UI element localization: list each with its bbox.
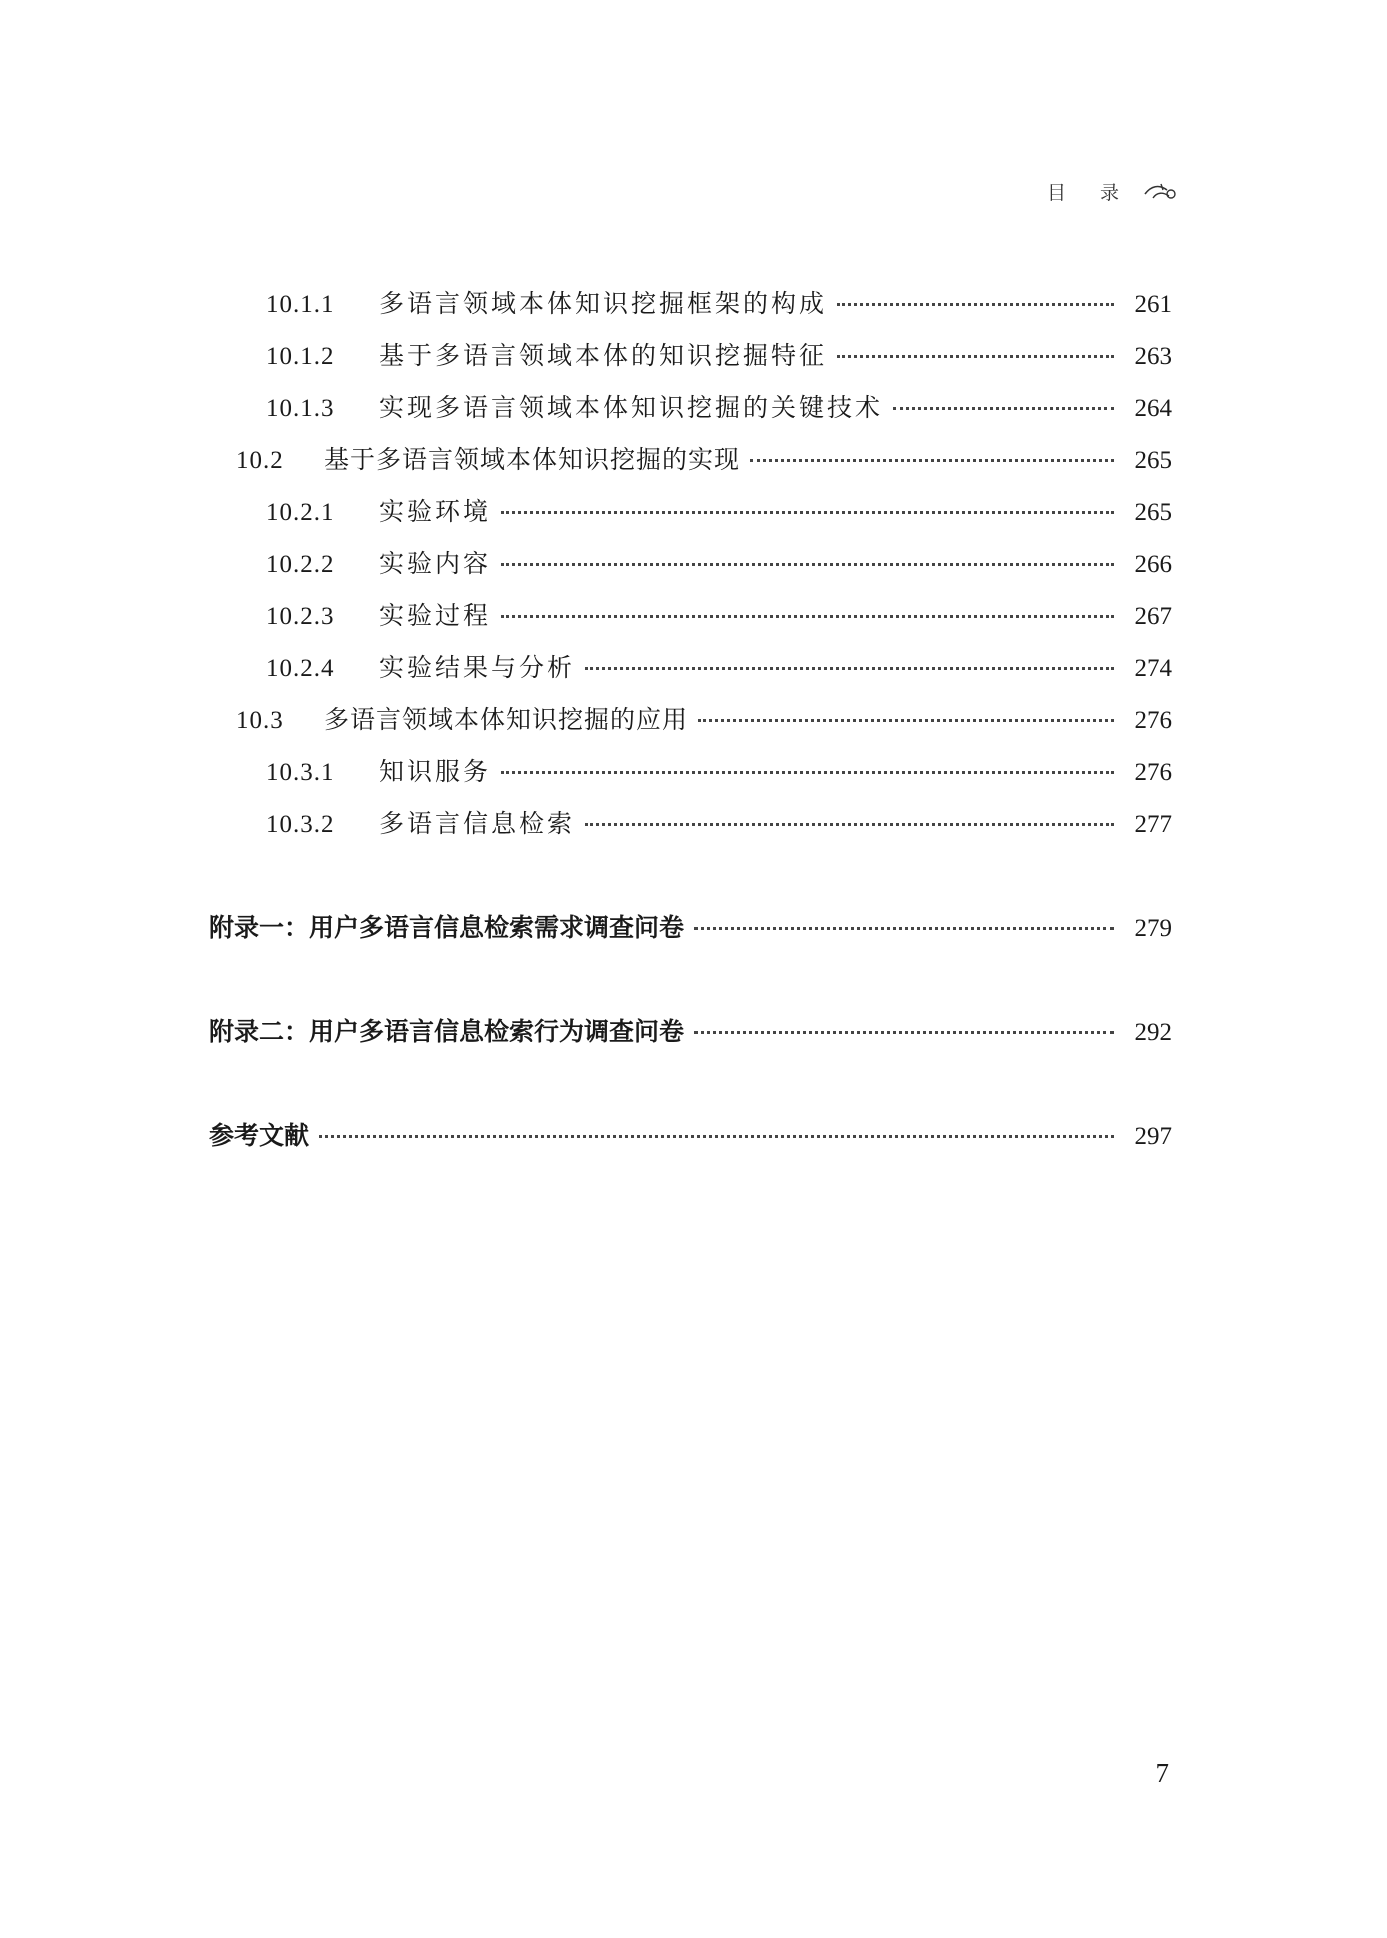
toc-entry-number: 10.1.1 — [266, 291, 335, 318]
toc-entry[interactable] — [266, 282, 1172, 326]
toc-entry[interactable] — [266, 334, 1172, 378]
dot-leader — [837, 303, 1114, 306]
toc-entry-page: 263 — [1134, 343, 1172, 370]
toc-entry-title: 实验内容 — [379, 549, 492, 578]
dot-leader — [585, 667, 1114, 670]
toc-entry-title: 基于多语言领域本体的知识挖掘特征 — [379, 341, 828, 370]
dot-leader — [694, 927, 1114, 930]
dot-leader — [319, 1135, 1114, 1138]
toc-entry[interactable] — [236, 698, 1172, 742]
toc-entry-title: 实验环境 — [379, 497, 492, 526]
toc-entry[interactable] — [266, 386, 1172, 430]
toc-entry-title: 实现多语言领域本体知识挖掘的关键技术 — [379, 393, 884, 422]
toc-entry-title: 实验结果与分析 — [379, 653, 576, 682]
toc-entry-page: 277 — [1134, 811, 1172, 838]
toc-entry-number: 10.3.2 — [266, 811, 335, 838]
page-number: 7 — [1155, 1758, 1169, 1788]
toc-entry-number: 10.2.4 — [266, 655, 335, 682]
toc-entry-number: 10.1.2 — [266, 343, 335, 370]
toc-entry-title: 附录二：用户多语言信息检索行为调查问卷 — [209, 1017, 685, 1046]
toc-entry-title: 知识服务 — [379, 757, 492, 786]
toc-entry-title: 附录一：用户多语言信息检索需求调查问卷 — [209, 913, 685, 942]
quill-ornament-icon — [1143, 180, 1177, 204]
dot-leader — [501, 615, 1114, 618]
toc-entry-number: 10.2.3 — [266, 603, 335, 630]
toc-entry-page: 264 — [1134, 395, 1172, 422]
toc-entry-page: 265 — [1134, 447, 1172, 474]
toc-entry[interactable] — [266, 802, 1172, 846]
toc-entry-page: 274 — [1134, 655, 1172, 682]
toc-entry-number: 10.2 — [236, 447, 284, 474]
toc-entry-page: 276 — [1134, 707, 1172, 734]
toc-entry[interactable] — [266, 594, 1172, 638]
toc-entry-title: 多语言领域本体知识挖掘框架的构成 — [379, 289, 828, 318]
toc-entry-page: 261 — [1134, 291, 1172, 318]
toc-entry-number: 10.3.1 — [266, 759, 335, 786]
toc-entry-title: 基于多语言领域本体知识挖掘的实现 — [324, 445, 741, 474]
toc-appendix-entry[interactable] — [209, 906, 1172, 950]
dot-leader — [893, 407, 1114, 410]
toc-entry-page: 267 — [1134, 603, 1172, 630]
toc-entry[interactable] — [266, 542, 1172, 586]
dot-leader — [694, 1031, 1114, 1034]
toc-entry-page: 292 — [1134, 1019, 1172, 1046]
toc-entry-title: 实验过程 — [379, 601, 492, 630]
dot-leader — [501, 563, 1114, 566]
toc-entry[interactable] — [266, 490, 1172, 534]
toc-entry[interactable] — [266, 750, 1172, 794]
dot-leader — [698, 719, 1114, 722]
toc-entry-page: 297 — [1134, 1123, 1172, 1150]
toc-entry-number: 10.1.3 — [266, 395, 335, 422]
dot-leader — [585, 823, 1114, 826]
toc-entry-page: 265 — [1134, 499, 1172, 526]
toc-entry-page: 276 — [1134, 759, 1172, 786]
toc-references-entry[interactable] — [209, 1114, 1172, 1158]
dot-leader — [750, 459, 1114, 462]
toc-entry-title: 参考文献 — [209, 1121, 310, 1150]
toc-entry-page: 279 — [1134, 915, 1172, 942]
toc-entry-page: 266 — [1134, 551, 1172, 578]
toc-entry-number: 10.2.2 — [266, 551, 335, 578]
dot-leader — [837, 355, 1114, 358]
toc-entry-number: 10.3 — [236, 707, 284, 734]
toc-entry-number: 10.2.1 — [266, 499, 335, 526]
toc-entry-title: 多语言信息检索 — [379, 809, 576, 838]
toc-entry-title: 多语言领域本体知识挖掘的应用 — [324, 705, 689, 734]
running-head — [1047, 178, 1177, 205]
dot-leader — [501, 771, 1114, 774]
toc-entry[interactable] — [266, 646, 1172, 690]
toc-entry[interactable] — [236, 438, 1172, 482]
dot-leader — [501, 511, 1114, 514]
toc-appendix-entry[interactable] — [209, 1010, 1172, 1054]
running-head-title: 目 录 — [1046, 182, 1133, 204]
